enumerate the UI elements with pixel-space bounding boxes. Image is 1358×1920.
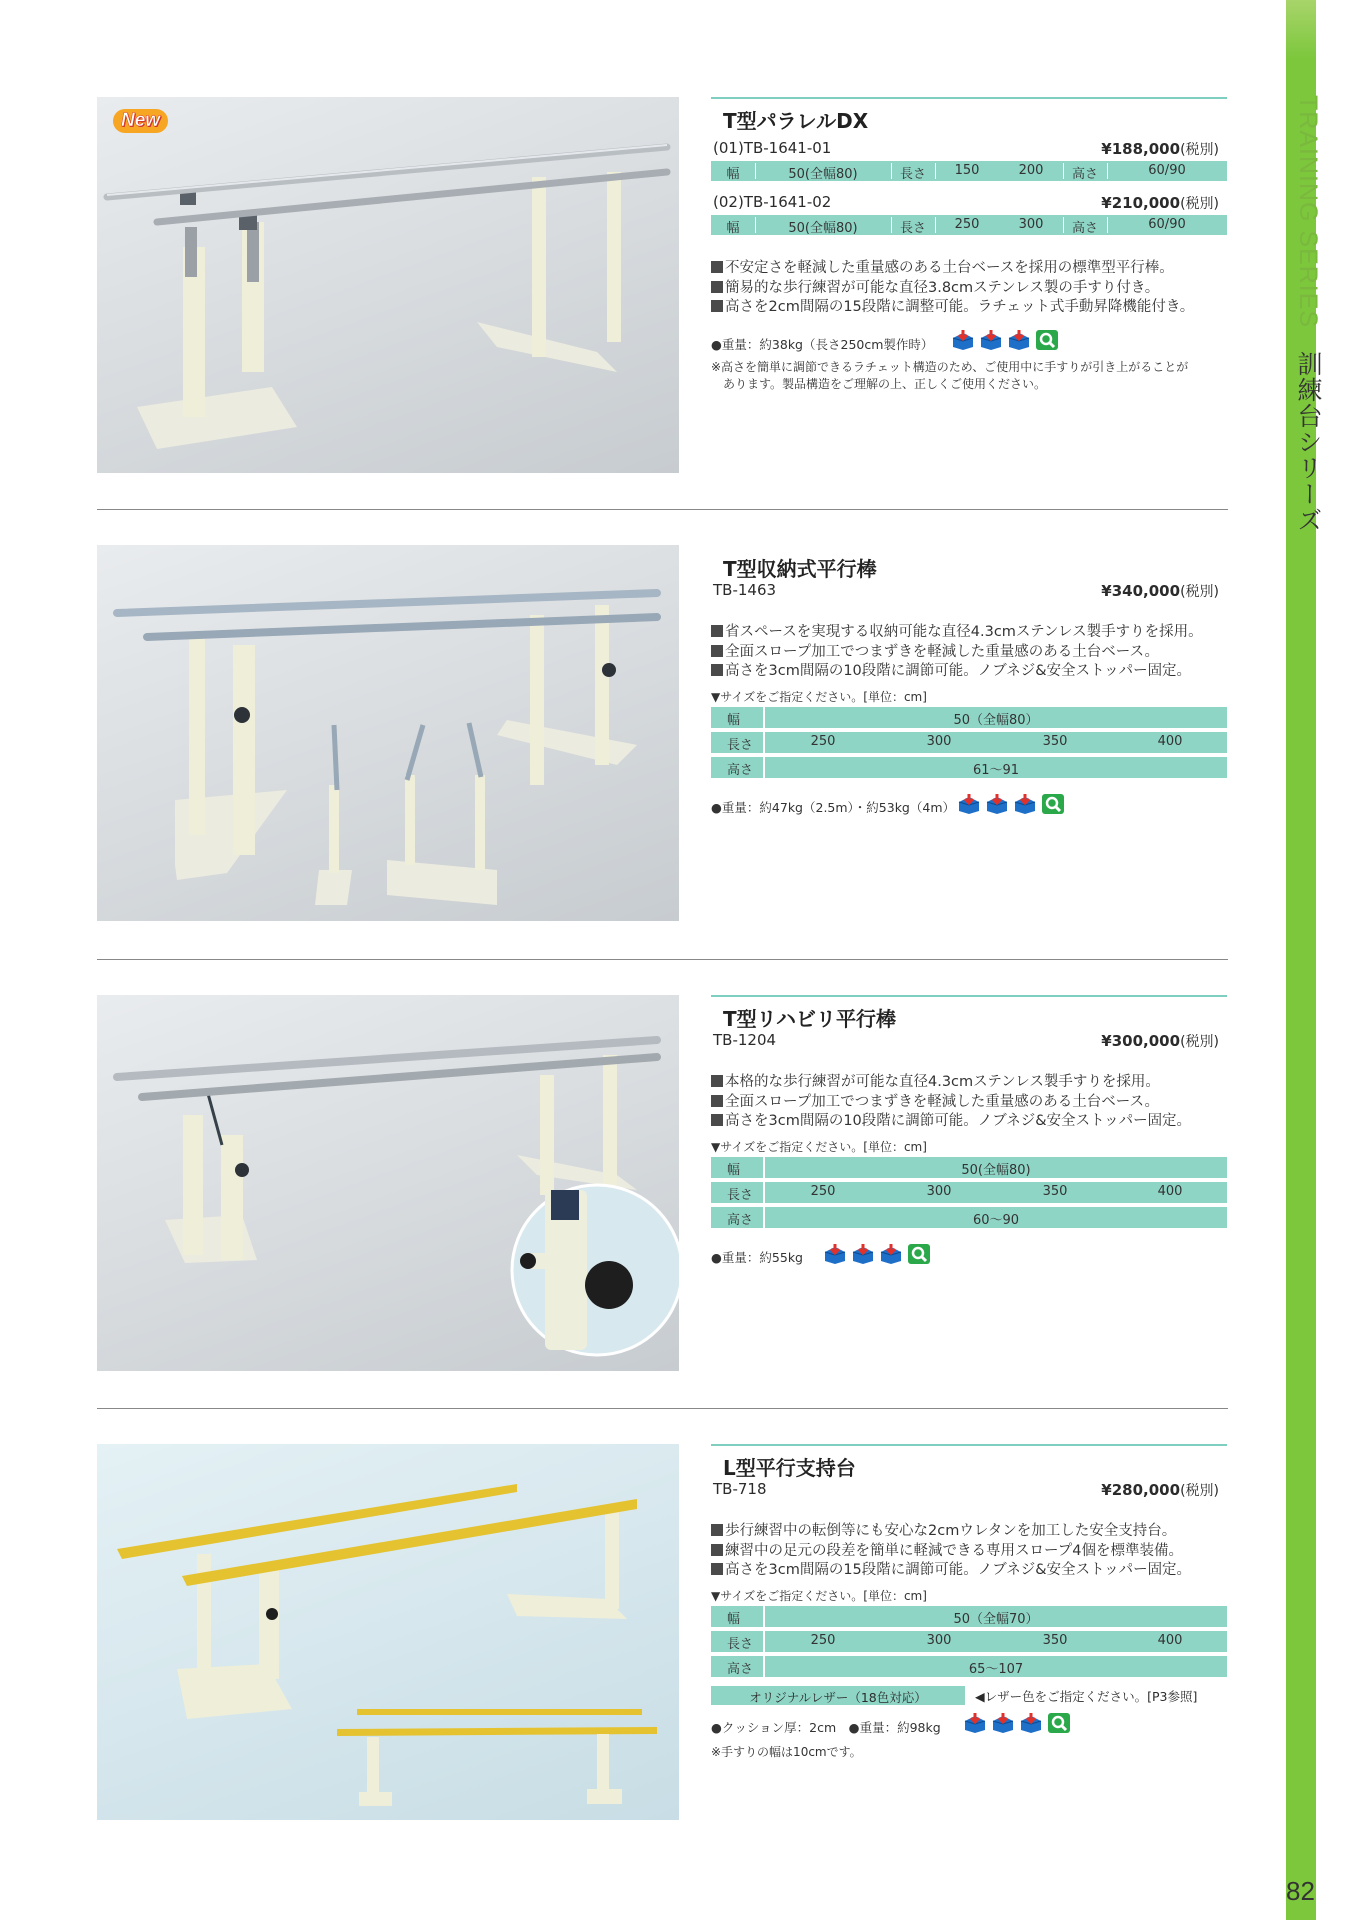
size-row-height: 高さ 60〜90 [711, 1207, 1227, 1228]
parallel-bar-illustration [97, 995, 679, 1371]
new-badge: New [113, 109, 168, 133]
feature-item: 歩行練習中の転倒等にも安心な2cmウレタンを加工した安全支持台。 [711, 1522, 1227, 1542]
box-icon [1013, 793, 1037, 815]
product-photo [97, 1444, 679, 1820]
rule [711, 97, 1227, 99]
feature-item: 高さを3cm間隔の15段階に調節可能。ノブネジ&安全ストッパー固定。 [711, 1561, 1227, 1581]
series-label [1290, 95, 1326, 533]
feature-item: 高さを3cm間隔の10段階に調節可能。ノブネジ&安全ストッパー固定。 [711, 1112, 1227, 1132]
series-label-en: TRAINING SERIES [1294, 95, 1322, 329]
search-icon [907, 1243, 931, 1265]
caution-note: ※高さを簡単に調節できるラチェット構造のため、ご使用中に手すりが引き上がることが あります。製品構造をご理解の上、正しくご使用ください。 [711, 360, 1189, 391]
box-icon [991, 1712, 1015, 1734]
price: ¥340,000(税別) [1101, 582, 1219, 600]
feature-list [711, 1073, 1227, 1132]
product-t-rehab-parallel-bar [97, 995, 1228, 1375]
weight-text: ●重量：約38kg（長さ250cm製作時） [711, 337, 934, 352]
product-title: T型リハビリ平行棒 [723, 1007, 897, 1031]
price: ¥280,000(税別) [1101, 1481, 1219, 1499]
feature-item: 本格的な歩行練習が可能な直径4.3cmステンレス製手すりを採用。 [711, 1073, 1227, 1093]
search-icon [1047, 1712, 1071, 1734]
product-t-storage-parallel-bar [97, 545, 1228, 925]
feature-item: 省スペースを実現する収納可能な直径4.3cmステンレス製手すりを採用。 [711, 623, 1227, 643]
product-title: T型パラレルDX [723, 109, 869, 133]
variant-row [711, 581, 1227, 603]
model-code: TB-718 [713, 1480, 767, 1498]
box-icon [985, 793, 1009, 815]
box-icon [1019, 1712, 1043, 1734]
caution-note: ※手すりの幅は10cmです。 [711, 1745, 862, 1759]
spec-row: 幅 50(全幅80) 長さ 250 300 高さ 60/90 [711, 215, 1227, 235]
product-l-parallel-support [97, 1444, 1228, 1824]
shipping-icons [957, 793, 1065, 815]
model-code: (02)TB-1641-02 [713, 193, 832, 211]
box-icon [957, 793, 981, 815]
box-icon [963, 1712, 987, 1734]
model-code: TB-1204 [713, 1031, 777, 1049]
rule [711, 1444, 1227, 1446]
feature-item: 高さを2cm間隔の15段階に調整可能。ラチェット式手動昇降機能付き。 [711, 298, 1227, 318]
variant-row [711, 139, 1227, 161]
size-row-length: 長さ 250 300 350 400 [711, 1631, 1227, 1652]
shipping-icons [823, 1243, 931, 1265]
shipping-icons [951, 329, 1059, 351]
support-table-illustration [97, 1444, 679, 1820]
product-photo [97, 995, 679, 1371]
box-icon [951, 329, 975, 351]
search-icon [1041, 793, 1065, 815]
size-note: ▼サイズをご指定ください。[単位：cm] [711, 1140, 927, 1154]
shipping-icons [963, 1712, 1071, 1734]
price: ¥188,000(税別) [1101, 140, 1219, 158]
size-row-height: 高さ 61〜91 [711, 757, 1227, 778]
leather-label: オリジナルレザー（18色対応） [711, 1686, 965, 1705]
feature-item: 高さを3cm間隔の10段階に調節可能。ノブネジ&安全ストッパー固定。 [711, 662, 1227, 682]
parallel-bar-illustration [97, 545, 679, 921]
section-divider [97, 509, 1228, 510]
box-icon [979, 329, 1003, 351]
model-code: TB-1463 [713, 581, 777, 599]
model-code: (01)TB-1641-01 [713, 139, 832, 157]
feature-item: 不安定さを軽減した重量感のある土台ベースを採用の標準型平行棒。 [711, 259, 1227, 279]
size-row-height: 高さ 65〜107 [711, 1656, 1227, 1677]
size-row-width: 幅 50（全幅70） [711, 1606, 1227, 1627]
product-title: L型平行支持台 [723, 1456, 856, 1480]
size-note: ▼サイズをご指定ください。[単位：cm] [711, 690, 927, 704]
size-row-width: 幅 50（全幅80） [711, 707, 1227, 728]
search-icon [1035, 329, 1059, 351]
series-label-jp: 訓練台シリーズ [1294, 351, 1323, 534]
product-photo [97, 97, 679, 473]
box-icon [851, 1243, 875, 1265]
weight-text: ●クッション厚：2cm ●重量：約98kg [711, 1720, 941, 1735]
feature-list [711, 259, 1227, 318]
size-row-width: 幅 50(全幅80) [711, 1157, 1227, 1178]
section-divider [97, 959, 1228, 960]
box-icon [879, 1243, 903, 1265]
variant-row [711, 193, 1227, 215]
box-icon [1007, 329, 1031, 351]
size-note: ▼サイズをご指定ください。[単位：cm] [711, 1589, 927, 1603]
size-row-length: 長さ 250 300 350 400 [711, 732, 1227, 753]
weight-text: ●重量：約47kg（2.5m）・約53kg（4m） [711, 800, 956, 815]
weight-text: ●重量：約55kg [711, 1250, 803, 1265]
feature-item: 簡易的な歩行練習が可能な直径3.8cmステンレス製の手すり付き。 [711, 279, 1227, 299]
feature-item: 練習中の足元の段差を簡単に軽減できる専用スロープ4個を標準装備。 [711, 1542, 1227, 1562]
feature-list [711, 623, 1227, 682]
price: ¥210,000(税別) [1101, 194, 1219, 212]
box-icon [823, 1243, 847, 1265]
product-title: T型収納式平行棒 [723, 557, 877, 581]
rule [711, 995, 1227, 997]
price: ¥300,000(税別) [1101, 1032, 1219, 1050]
feature-item: 全面スロープ加工でつまずきを軽減した重量感のある土台ベース。 [711, 643, 1227, 663]
variant-row [711, 1031, 1227, 1053]
parallel-bar-illustration [97, 97, 679, 473]
leather-note: ◀レザー色をご指定ください。[P3参照] [975, 1689, 1198, 1704]
feature-list [711, 1522, 1227, 1581]
variant-row [711, 1480, 1227, 1502]
product-photo [97, 545, 679, 921]
feature-item: 全面スロープ加工でつまずきを軽減した重量感のある土台ベース。 [711, 1093, 1227, 1113]
product-t-parallel-dx [97, 97, 1228, 477]
size-row-length: 長さ 250 300 350 400 [711, 1182, 1227, 1203]
page-number: 82 [1286, 1876, 1315, 1906]
section-divider [97, 1408, 1228, 1409]
spec-row: 幅 50(全幅80) 長さ 150 200 高さ 60/90 [711, 161, 1227, 181]
